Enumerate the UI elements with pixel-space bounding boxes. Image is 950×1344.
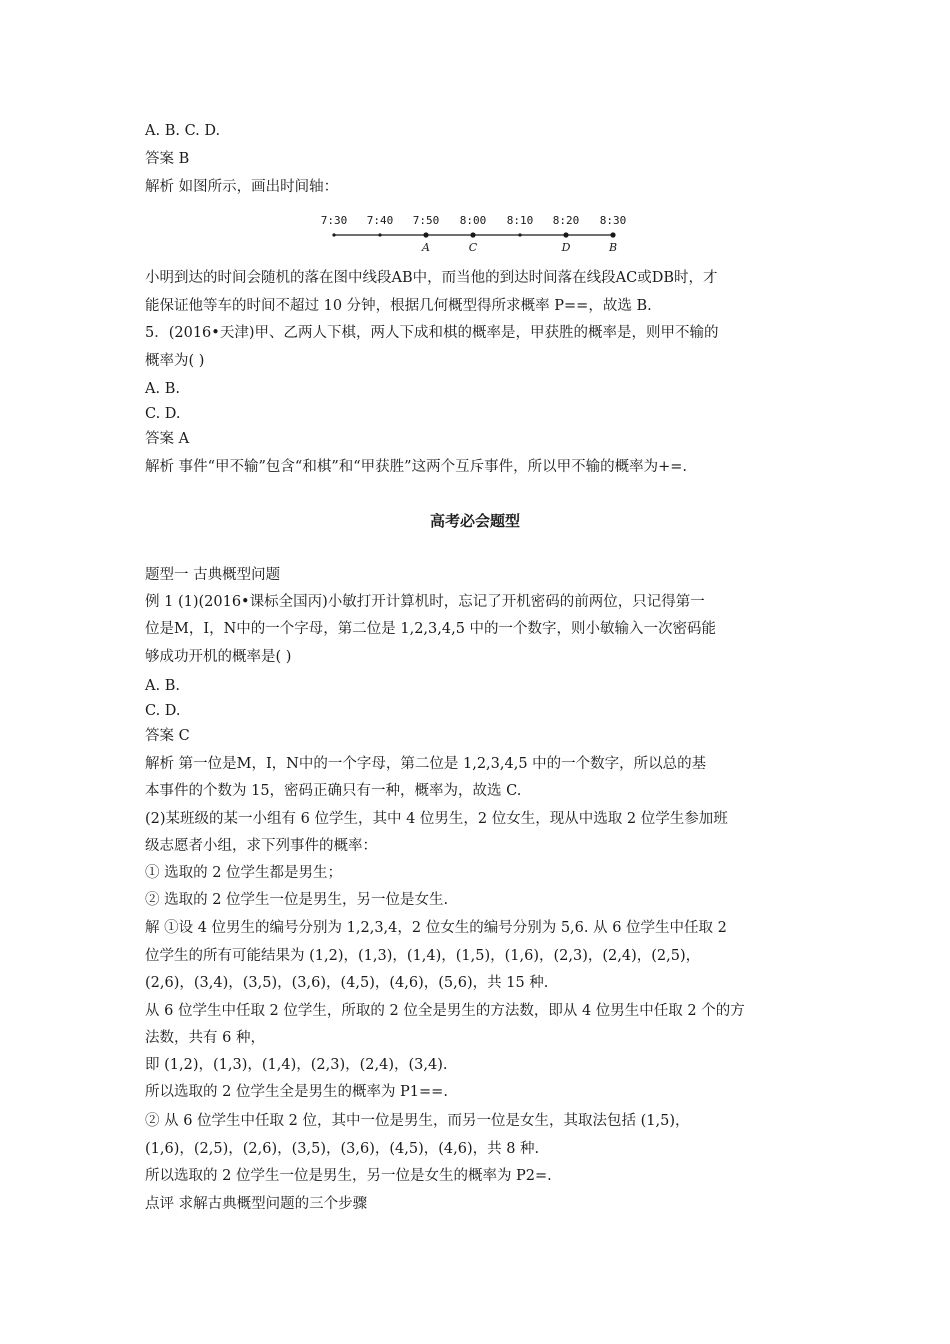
tick-label: 7:40 bbox=[366, 214, 394, 227]
solution-line: 所以选取的 2 位学生全是男生的概率为 P1==. bbox=[145, 1084, 448, 1100]
text-line: 能保证他等车的时间不超过 10 分钟，根据几何概型得所求概率 P==，故选 B. bbox=[145, 298, 652, 314]
example-line: 够成功开机的概率是( ) bbox=[145, 649, 292, 665]
question-line: 级志愿者小组，求下列事件的概率： bbox=[145, 838, 377, 854]
solution-line: 所以选取的 2 位学生一位是男生，另一位是女生的概率为 P2=. bbox=[145, 1168, 552, 1184]
tick-label: 7:30 bbox=[320, 214, 348, 227]
solution-line: 法数，共有 6 种， bbox=[145, 1030, 265, 1046]
question-item: ① 选取的 2 位学生都是男生； bbox=[145, 865, 343, 881]
solution-line: 解 ①设 4 位男生的编号分别为 1,2,3,4，2 位女生的编号分别为 5,6. 从 6 位学生中任取 2 bbox=[145, 920, 727, 936]
options-line: A. B. bbox=[145, 381, 180, 397]
point-marker bbox=[563, 232, 568, 237]
subsection-title: 题型一 古典概型问题 bbox=[145, 567, 281, 583]
tick-label: 8:00 bbox=[459, 214, 487, 227]
solution-line: (2,6)，(3,4)，(3,5)，(3,6)，(4,5)，(4,6)，(5,6)，共 15 种. bbox=[145, 975, 549, 991]
example-line: 位是M，I，N中的一个字母，第二位是 1,2,3,4,5 中的一个数字，则小敏输入一次密码能 bbox=[145, 621, 717, 637]
options-line: C. D. bbox=[145, 406, 181, 422]
answer-line: 答案 A bbox=[145, 431, 190, 447]
tick-mark bbox=[378, 233, 381, 236]
section-heading: 高考必会题型 bbox=[429, 512, 520, 530]
options-line: A. B. bbox=[145, 678, 180, 694]
solution-line: 从 6 位学生中任取 2 位学生，所取的 2 位全是男生的方法数，即从 4 位男生中任取 2 个的方 bbox=[145, 1003, 745, 1019]
analysis-line: 解析 第一位是M，I，N中的一个字母，第二位是 1,2,3,4,5 中的一个数字，所以总的基 bbox=[145, 756, 707, 772]
tick-label: 8:20 bbox=[552, 214, 580, 227]
options-line: A. B. C. D. bbox=[145, 123, 221, 139]
point-label: D bbox=[561, 241, 571, 254]
point-label: A bbox=[422, 241, 430, 254]
tick-label: 7:50 bbox=[412, 214, 440, 227]
point-marker bbox=[610, 232, 615, 237]
solution-line: (1,6)，(2,5)，(2,6)，(3,5)，(3,6)，(4,5)，(4,6)，共 8 种. bbox=[145, 1141, 540, 1157]
point-label: B bbox=[608, 241, 618, 254]
analysis-line: 解析 事件“甲不输”包含“和棋”和“甲获胜”这两个互斥事件，所以甲不输的概率为+=. bbox=[145, 459, 687, 475]
text-line: 小明到达的时间会随机的落在图中线段AB中，而当他的到达时间落在线段AC或DB时，才 bbox=[145, 270, 718, 286]
question-line: (2)某班级的某一小组有 6 位学生，其中 4 位男生，2 位女生，现从中选取 2 位学生参加班 bbox=[145, 811, 728, 827]
solution-line: 位学生的所有可能结果为 (1,2)，(1,3)，(1,4)，(1,5)，(1,6)，(2,3)，(2,4)，(2,5)， bbox=[145, 948, 701, 964]
analysis-line: 本事件的个数为 15，密码正确只有一种，概率为，故选 C. bbox=[145, 783, 522, 799]
answer-line: 答案 B bbox=[145, 151, 190, 167]
example-line: 例 1 (1)(2016•课标全国丙)小敏打开计算机时，忘记了开机密码的前两位，只记得第一 bbox=[145, 594, 705, 610]
point-marker bbox=[423, 232, 428, 237]
question-item: ② 选取的 2 位学生一位是男生，另一位是女生. bbox=[145, 892, 449, 908]
question-line: 5．(2016•天津)甲、乙两人下棋，两人下成和棋的概率是，甲获胜的概率是，则甲不输的 bbox=[145, 325, 719, 341]
answer-line: 答案 C bbox=[145, 728, 190, 744]
solution-line: 即 (1,2)，(1,3)，(1,4)，(2,3)，(2,4)，(3,4). bbox=[145, 1057, 448, 1073]
point-label: C bbox=[468, 241, 478, 254]
time-axis-figure bbox=[320, 208, 630, 258]
tick-mark bbox=[332, 233, 335, 236]
solution-line: ② 从 6 位学生中任取 2 位，其中一位是男生，而另一位是女生，其取法包括 (1,5)， bbox=[145, 1113, 690, 1129]
comment-line: 点评 求解古典概型问题的三个步骤 bbox=[145, 1196, 368, 1212]
analysis-line: 解析 如图所示，画出时间轴： bbox=[145, 179, 339, 195]
tick-label: 8:10 bbox=[506, 214, 534, 227]
point-marker bbox=[470, 232, 475, 237]
options-line: C. D. bbox=[145, 703, 181, 719]
tick-label: 8:30 bbox=[599, 214, 627, 227]
tick-mark bbox=[518, 233, 521, 236]
question-line: 概率为( ) bbox=[145, 353, 205, 369]
